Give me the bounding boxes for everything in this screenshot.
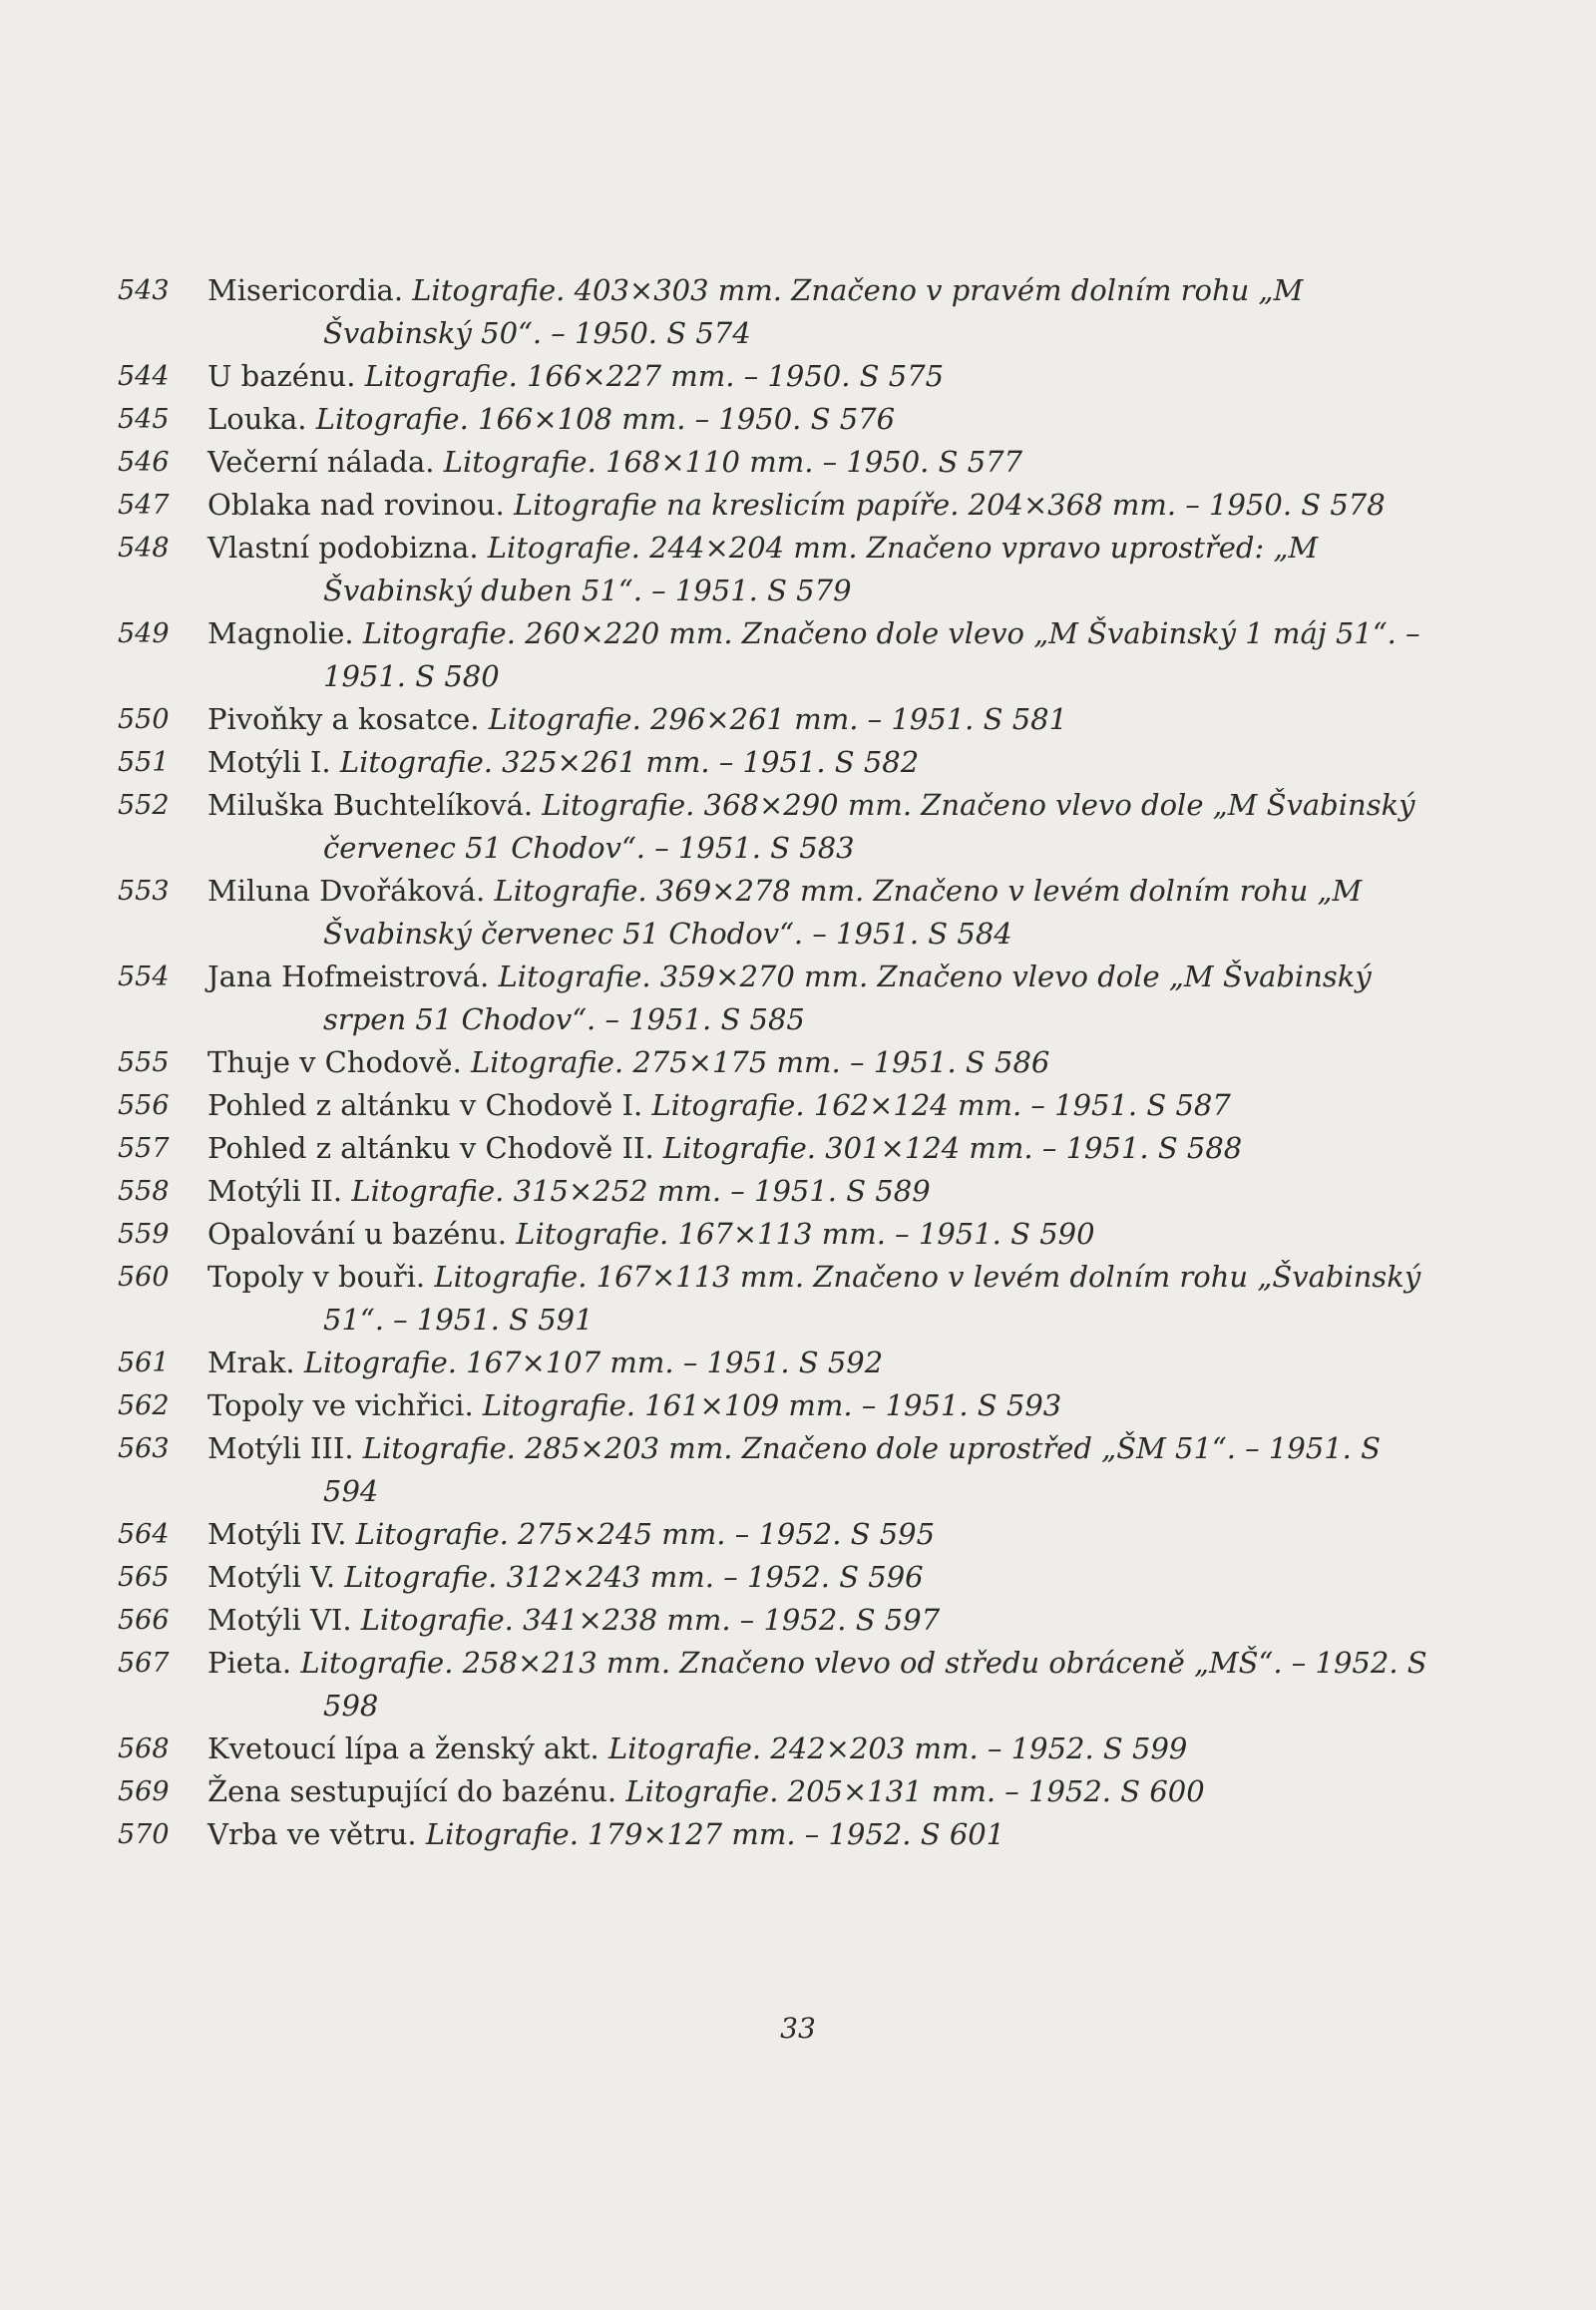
catalog-entry: [0, 870, 1596, 956]
catalog-entry: [0, 956, 1596, 1041]
entry-number: 554: [118, 962, 170, 992]
entry-text: [207, 1342, 1440, 1384]
entry-title: Topoly ve vichřici.: [207, 1388, 474, 1422]
entry-title: Motýli VI.: [207, 1603, 352, 1637]
catalog-entry: [0, 1256, 1596, 1342]
entry-text: [207, 1213, 1440, 1256]
entry-number: 544: [118, 361, 170, 392]
entry-description: Litografie. 168×110 mm. – 1950. S 577: [443, 445, 1023, 479]
entry-text: [207, 1728, 1440, 1770]
entry-description: Litografie. 315×252 mm. – 1951. S 589: [351, 1174, 931, 1208]
entry-text: [207, 741, 1440, 784]
entry-title: Pieta.: [207, 1646, 292, 1680]
entry-description: Litografie. 242×203 mm. – 1952. S 599: [608, 1732, 1188, 1765]
entry-number: 545: [118, 404, 170, 435]
entry-number: 543: [118, 275, 170, 306]
entry-title: Motýli V.: [207, 1560, 336, 1594]
entry-number: 557: [118, 1133, 170, 1164]
entry-text: [207, 612, 1440, 698]
entry-text: [207, 1256, 1440, 1342]
page-number: 33: [780, 2012, 816, 2045]
entry-description: Litografie. 162×124 mm. – 1951. S 587: [651, 1088, 1231, 1122]
catalog-entry: [0, 1770, 1596, 1813]
entry-title: Vrba ve větru.: [207, 1817, 417, 1851]
entry-description: Litografie. 285×203 mm. Značeno dole uprostřed „ŠM 51“. – 1951. S 594: [323, 1431, 1381, 1508]
catalog-entry: [0, 1170, 1596, 1213]
entry-title: Jana Hofmeistrová.: [207, 960, 490, 993]
entry-number: 562: [118, 1390, 170, 1421]
catalog-entry: [0, 1084, 1596, 1127]
entry-number: 552: [118, 790, 170, 821]
entry-title: Pivoňky a kosatce.: [207, 702, 480, 736]
entry-number: 555: [118, 1047, 170, 1078]
entry-description: Litografie. 403×303 mm. Značeno v pravém dolním rohu „M Švabinský 50“. – 1950. S 574: [323, 273, 1304, 350]
entry-description: Litografie. 369×278 mm. Značeno v levém dolním rohu „M Švabinský červenec 51 Chodov“. – 1951. S 584: [323, 874, 1363, 951]
entry-description: Litografie. 167×113 mm. – 1951. S 590: [516, 1217, 1095, 1251]
entry-title: Magnolie.: [207, 616, 354, 650]
entry-number: 570: [118, 1819, 170, 1850]
entry-text: [207, 1813, 1440, 1856]
catalog-list: [0, 269, 1596, 1856]
entry-title: Žena sestupující do bazénu.: [207, 1774, 617, 1808]
entry-number: 559: [118, 1219, 170, 1250]
entry-text: [207, 870, 1440, 956]
entry-description: Litografie. 296×261 mm. – 1951. S 581: [488, 702, 1068, 736]
entry-description: Litografie. 275×245 mm. – 1952. S 595: [355, 1517, 936, 1551]
entry-description: Litografie. 258×213 mm. Značeno vlevo od středu obráceně „MŠ“. – 1952. S 598: [300, 1646, 1427, 1723]
entry-description: Litografie. 301×124 mm. – 1951. S 588: [662, 1131, 1243, 1165]
catalog-entry: [0, 1556, 1596, 1599]
entry-text: [207, 484, 1440, 527]
catalog-entry: [0, 527, 1596, 612]
catalog-entry: [0, 484, 1596, 527]
entry-title: Motýli I.: [207, 745, 331, 779]
catalog-entry: [0, 784, 1596, 870]
catalog-entry: [0, 441, 1596, 484]
entry-title: Oblaka nad rovinou.: [207, 488, 505, 522]
entry-number: 549: [118, 618, 170, 649]
entry-text: [207, 1556, 1440, 1599]
entry-title: Thuje v Chodově.: [207, 1045, 462, 1079]
catalog-entry: [0, 698, 1596, 741]
entry-text: [207, 1427, 1440, 1513]
entry-title: U bazénu.: [207, 359, 356, 393]
entry-description: Litografie. 166×227 mm. – 1950. S 575: [364, 359, 945, 393]
entry-text: [207, 1041, 1440, 1084]
entry-title: Mrak.: [207, 1346, 295, 1379]
entry-description: Litografie na kreslicím papíře. 204×368 mm. – 1950. S 578: [513, 488, 1386, 522]
entry-title: Motýli III.: [207, 1431, 354, 1465]
entry-title: Misericordia.: [207, 273, 404, 307]
entry-title: Pohled z altánku v Chodově I.: [207, 1088, 643, 1122]
entry-number: 550: [118, 704, 170, 735]
entry-title: Kvetoucí lípa a ženský akt.: [207, 1732, 599, 1765]
catalog-entry: [0, 1513, 1596, 1556]
entry-description: Litografie. 167×107 mm. – 1951. S 592: [303, 1346, 884, 1379]
catalog-entry: [0, 1342, 1596, 1384]
entry-text: [207, 1170, 1440, 1213]
entry-title: Vlastní podobizna.: [207, 531, 479, 565]
catalog-entry: [0, 1127, 1596, 1170]
entry-number: 560: [118, 1262, 170, 1293]
entry-description: Litografie. 166×108 mm. – 1950. S 576: [315, 402, 896, 436]
entry-description: Litografie. 341×238 mm. – 1952. S 597: [360, 1603, 941, 1637]
entry-description: Litografie. 260×220 mm. Značeno dole vlevo „M Švabinský 1 máj 51“. – 1951. S 580: [323, 616, 1420, 693]
entry-title: Pohled z altánku v Chodově II.: [207, 1131, 654, 1165]
entry-text: [207, 956, 1440, 1041]
entry-number: 565: [118, 1562, 170, 1593]
entry-title: Miluška Buchtelíková.: [207, 788, 534, 822]
entry-text: [207, 1770, 1440, 1813]
catalog-entry: [0, 1599, 1596, 1642]
entry-text: [207, 269, 1440, 355]
entry-text: [207, 527, 1440, 612]
entry-number: 558: [118, 1176, 170, 1207]
entry-number: 569: [118, 1776, 170, 1807]
entry-description: Litografie. 325×261 mm. – 1951. S 582: [339, 745, 920, 779]
entry-number: 564: [118, 1519, 170, 1550]
catalog-entry: [0, 1813, 1596, 1856]
entry-number: 551: [118, 747, 170, 778]
catalog-entry: [0, 1041, 1596, 1084]
catalog-entry: [0, 355, 1596, 398]
entry-title: Motýli II.: [207, 1174, 343, 1208]
entry-number: 561: [118, 1348, 170, 1378]
entry-number: 566: [118, 1605, 170, 1636]
entry-title: Motýli IV.: [207, 1517, 347, 1551]
entry-description: Litografie. 244×204 mm. Značeno vpravo uprostřed: „M Švabinský duben 51“. – 1951. S 579: [323, 531, 1319, 607]
catalog-entry: [0, 1728, 1596, 1770]
entry-description: Litografie. 161×109 mm. – 1951. S 593: [482, 1388, 1062, 1422]
entry-number: 547: [118, 490, 170, 521]
catalog-entry: [0, 398, 1596, 441]
entry-text: [207, 784, 1440, 870]
entry-number: 567: [118, 1648, 170, 1679]
catalog-entry: [0, 1642, 1596, 1728]
entry-title: Topoly v bouři.: [207, 1260, 426, 1294]
entry-description: Litografie. 179×127 mm. – 1952. S 601: [425, 1817, 1005, 1851]
entry-title: Miluna Dvořáková.: [207, 874, 486, 908]
entry-text: [207, 1642, 1440, 1728]
entry-number: 553: [118, 876, 170, 907]
entry-number: 563: [118, 1433, 170, 1464]
entry-text: [207, 698, 1440, 741]
entry-description: Litografie. 359×270 mm. Značeno vlevo dole „M Švabinský srpen 51 Chodov“. – 1951. S 585: [323, 960, 1372, 1036]
entry-title: Opalování u bazénu.: [207, 1217, 507, 1251]
catalog-entry: [0, 741, 1596, 784]
catalog-entry: [0, 612, 1596, 698]
entry-number: 568: [118, 1733, 170, 1764]
entry-text: [207, 1127, 1440, 1170]
entry-number: 556: [118, 1090, 170, 1121]
entry-text: [207, 398, 1440, 441]
catalog-entry: [0, 1427, 1596, 1513]
entry-text: [207, 1384, 1440, 1427]
entry-text: [207, 355, 1440, 398]
entry-description: Litografie. 312×243 mm. – 1952. S 596: [344, 1560, 924, 1594]
catalog-entry: [0, 1213, 1596, 1256]
entry-text: [207, 1513, 1440, 1556]
entry-title: Louka.: [207, 402, 307, 436]
entry-text: [207, 1084, 1440, 1127]
entry-number: 548: [118, 533, 170, 564]
entry-text: [207, 441, 1440, 484]
entry-description: Litografie. 275×175 mm. – 1951. S 586: [471, 1045, 1050, 1079]
entry-title: Večerní nálada.: [207, 445, 435, 479]
entry-description: Litografie. 167×113 mm. Značeno v levém dolním rohu „Švabinský 51“. – 1951. S 591: [323, 1260, 1421, 1337]
entry-text: [207, 1599, 1440, 1642]
catalog-entry: [0, 269, 1596, 355]
entry-number: 546: [118, 447, 170, 478]
catalog-entry: [0, 1384, 1596, 1427]
entry-description: Litografie. 205×131 mm. – 1952. S 600: [625, 1774, 1205, 1808]
entry-description: Litografie. 368×290 mm. Značeno vlevo dole „M Švabinský červenec 51 Chodov“. – 1951. S 583: [323, 788, 1415, 865]
